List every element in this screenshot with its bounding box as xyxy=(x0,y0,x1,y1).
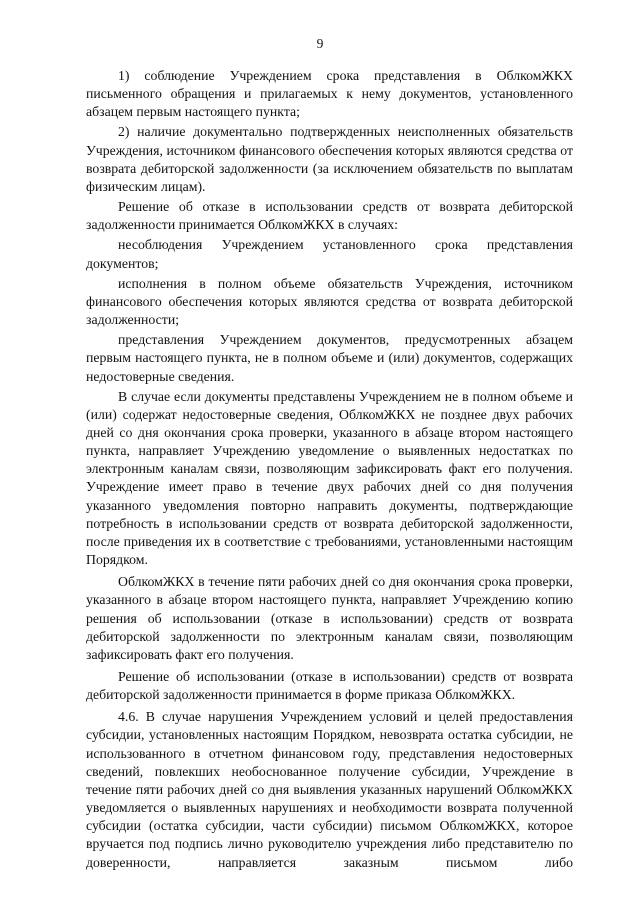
document-body xyxy=(86,67,573,872)
paragraph-incomplete-documents: В случае если документы представлены Учреждением не в полном объеме и (или) содержат недостоверные сведения, ОблкомЖКХ не позднее двух рабочих дней со дня окончания срока проверки, указанного в абзаце втором настоящего пункта, направляет Учреждению уведомление о выявленных недостатках по электронным каналам связи, позволяющим зафиксировать факт его получения. Учреждение имеет право в течение двух рабочих дней со дня получения указанного уведомления повторно направить документы, подтверждающие потребность в использовании средств от возврата дебиторской задолженности, после приведения их в соответствие с требованиями, установленными настоящим Порядком. xyxy=(86,388,573,568)
paragraph-decision-form: Решение об использовании (отказе в использовании) средств от возврата дебиторской задолженности принимается в форме приказа ОблкомЖКХ. xyxy=(86,669,573,703)
paragraph-section-4-6: 4.6. В случае нарушения Учреждением условий и целей предоставления субсидии, установленных настоящим Порядком, невозврата остатка субсидии, не использованного в отчетном финансовом году, представления недостоверных сведений, повлекших необоснованное получение субсидии, Учреждение в течение пяти рабочих дней со дня выявления указанных нарушений ОблкомЖКХ уведомляется о выявленных нарушениях и необходимости возврата полученной субсидии (остатка субсидии, части субсидии) письмом ОблкомЖКХ, которое вручается под подпись лично руководителю учреждения либо представителю по доверенности, направляется заказным письмом либо xyxy=(86,709,573,870)
paragraph-refusal-case-2: исполнения в полном объеме обязательств Учреждения, источником финансового обеспечения которых являются средства от возврата дебиторской задолженности; xyxy=(86,275,573,328)
paragraph-condition-1: 1) соблюдение Учреждением срока представления в ОблкомЖКХ письменного обращения и прилагаемых к нему документов, установленного абзацем первым настоящего пункта; xyxy=(86,68,573,120)
paragraph-refusal-intro: Решение об отказе в использовании средств от возврата дебиторской задолженности принимается ОблкомЖКХ в случаях: xyxy=(86,199,573,233)
paragraph-refusal-case-3: представления Учреждением документов, предусмотренных абзацем первым настоящего пункта, не в полном объеме и (или) документов, содержащих недостоверные сведения. xyxy=(86,332,573,384)
paragraph-decision-copy: ОблкомЖКХ в течение пяти рабочих дней со дня окончания срока проверки, указанного в абзаце втором настоящего пункта, направляет Учреждению копию решения об использовании (отказе в использовании) средств от возврата дебиторской задолженности по электронным каналам связи, позволяющим зафиксировать факт его получения. xyxy=(86,574,573,662)
page-number: 9 xyxy=(316,36,324,51)
paragraph-condition-2: 2) наличие документально подтвержденных неисполненных обязательств Учреждения, источником финансового обеспечения которых являются средства от возврата дебиторской задолженности (за исключением обязательств по выплатам физическим лицам). xyxy=(86,124,573,194)
paragraph-refusal-case-1: несоблюдения Учреждением установленного срока представления документов; xyxy=(86,237,573,271)
